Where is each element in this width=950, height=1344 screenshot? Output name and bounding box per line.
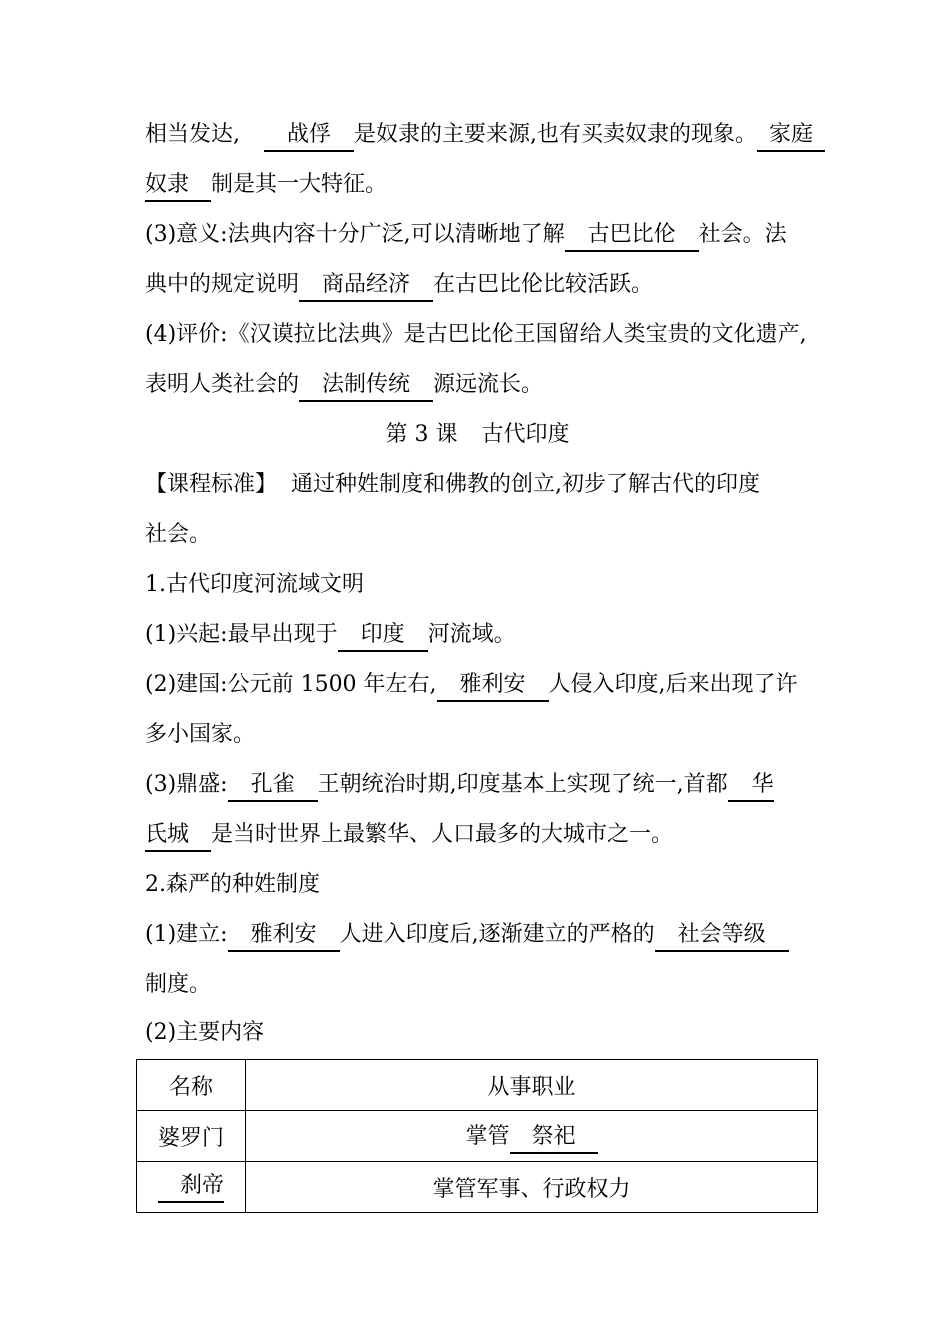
text: 源远流长。 [433, 372, 544, 397]
paragraph-line [145, 660, 810, 710]
table-cell [246, 1111, 818, 1162]
paragraph-line [145, 310, 810, 360]
fill-blank: 雅利安 [228, 918, 340, 952]
lesson-title [145, 410, 810, 460]
paragraph-line [145, 510, 810, 560]
fill-blank: 古巴比伦 [565, 218, 699, 252]
text: 在古巴比伦比较活跃。 [433, 272, 654, 297]
fill-blank: 印度 [338, 618, 428, 652]
fill-blank: 商品经济 [299, 268, 433, 302]
fill-blank: 家庭 [757, 118, 825, 152]
text: (2)建国:公元前 1500 年左右, [145, 672, 437, 697]
table-row [137, 1162, 818, 1213]
text: (3)鼎盛: [145, 772, 228, 797]
text: 社会。法 [698, 222, 787, 247]
table-header-cell: 名称 [137, 1060, 246, 1111]
paragraph-line [145, 910, 810, 960]
text: 是奴隶的主要来源,也有买卖奴隶的现象。 [354, 122, 757, 147]
text: 社会。 [145, 522, 212, 547]
paragraph-line [145, 610, 810, 660]
fill-blank: 华 [728, 768, 774, 802]
text: (1)建立: [145, 922, 228, 947]
table-header-row [137, 1060, 818, 1111]
text: (4)评价:《汉谟拉比法典》是古巴比伦王国留给人类宝贵的文化遗产, [145, 322, 807, 347]
fill-blank: 奴隶 [145, 168, 211, 202]
section-heading [145, 860, 810, 910]
section-heading [145, 560, 810, 610]
table-cell [137, 1162, 246, 1213]
course-standard [145, 460, 810, 510]
text: 人侵入印度,后来出现了许 [548, 672, 798, 697]
paragraph-line [145, 160, 810, 210]
standard-label: 【课程标准】 [145, 472, 278, 497]
table-cell: 掌管军事、行政权力 [246, 1162, 818, 1213]
text: 多小国家。 [145, 722, 256, 747]
paragraph-line [145, 810, 810, 860]
paragraph-line [145, 260, 810, 310]
fill-blank: 祭祀 [510, 1122, 598, 1154]
fill-blank: 社会等级 [655, 918, 789, 952]
text: 表明人类社会的 [145, 372, 300, 397]
fill-blank: 刹帝 [158, 1171, 224, 1203]
fill-blank: 法制传统 [299, 368, 433, 402]
paragraph-line [145, 210, 810, 260]
fill-blank: 雅利安 [437, 668, 549, 702]
text: 河流域。 [427, 622, 516, 647]
text: 制度。 [145, 972, 212, 997]
lesson-number: 第 3 课 [385, 422, 458, 447]
text: 人进入印度后,逐渐建立的严格的 [339, 922, 655, 947]
table-row [137, 1111, 818, 1162]
text: (3)意义:法典内容十分广泛,可以清晰地了解 [145, 222, 565, 247]
text: 1.古代印度河流域文明 [145, 572, 364, 597]
text: 王朝统治时期,印度基本上实现了统一,首都 [317, 772, 728, 797]
table-cell: 婆罗门 [137, 1111, 246, 1162]
fill-blank: 氏城 [145, 818, 211, 852]
text: 掌管 [465, 1123, 510, 1149]
paragraph-line [145, 760, 810, 810]
text: 制是其一大特征。 [211, 172, 388, 197]
fill-blank: 战俘 [264, 118, 354, 152]
paragraph-line [145, 110, 813, 160]
text: 典中的规定说明 [145, 272, 300, 297]
lesson-name: 古代印度 [481, 422, 570, 447]
text: (1)兴起:最早出现于 [145, 622, 338, 647]
text: 相当发达, [145, 122, 240, 147]
text: 是当时世界上最繁华、人口最多的大城市之一。 [211, 822, 674, 847]
text: 通过种姓制度和佛教的创立,初步了解古代的印度 [291, 472, 761, 497]
paragraph-line [145, 960, 810, 1010]
paragraph-line [145, 1008, 810, 1058]
table-header-cell: 从事职业 [246, 1060, 818, 1111]
fill-blank: 孔雀 [228, 768, 318, 802]
paragraph-line [145, 360, 810, 410]
text: 2.森严的种姓制度 [145, 872, 320, 897]
caste-table [136, 1059, 818, 1213]
text: (2)主要内容 [145, 1020, 265, 1045]
paragraph-line [145, 710, 810, 760]
